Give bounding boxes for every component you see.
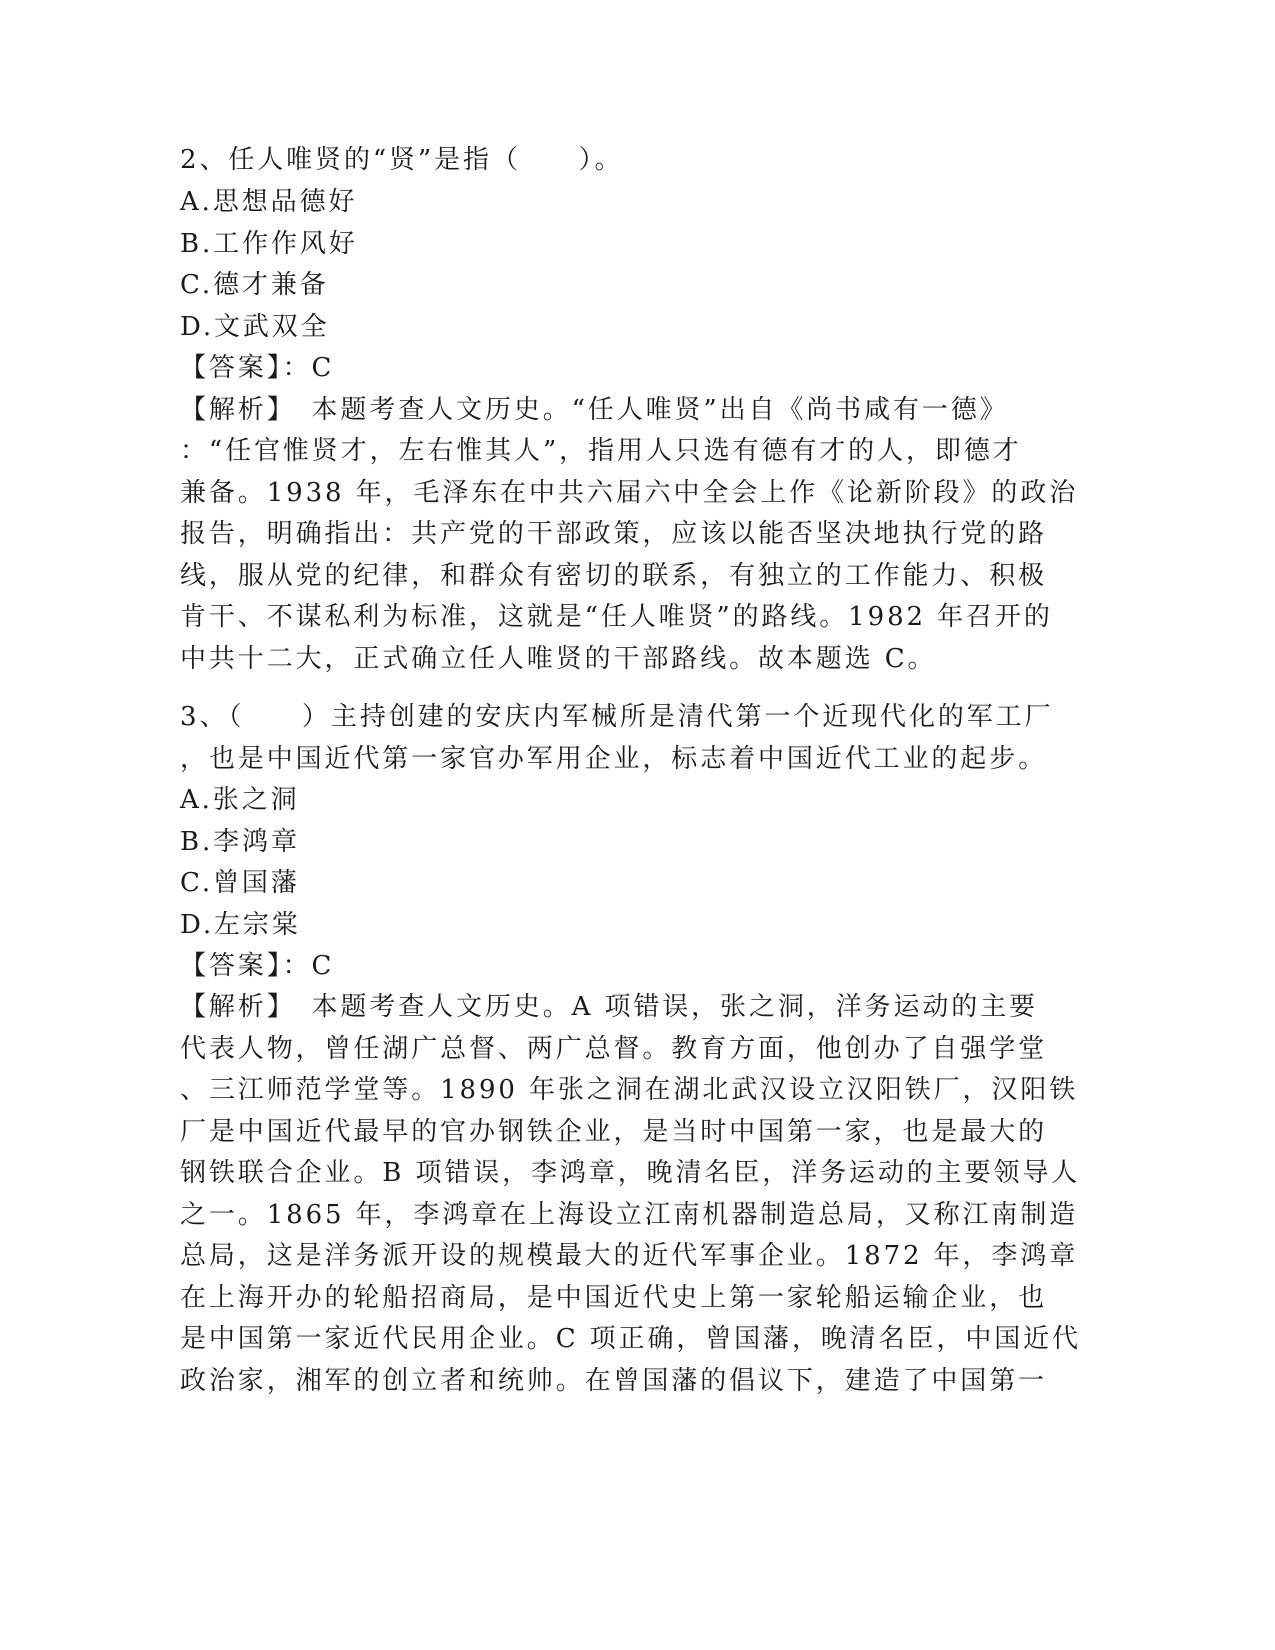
question-2-analysis-line: ：“任官惟贤才，左右惟其人”，指用人只选有德有才的人，即德才 xyxy=(180,436,1022,466)
question-3-stem-line: ，也是中国近代第一家官办军用企业，标志着中国近代工业的起步。 xyxy=(180,744,1048,774)
question-3-stem-line: 3、（ ）主持创建的安庆内军械所是清代第一个近现代化的军工厂 xyxy=(180,702,1054,732)
question-3-option-c: C.曾国藩 xyxy=(180,868,300,898)
question-2-option-a: A.思想品德好 xyxy=(180,187,358,217)
question-2-analysis-line: 兼备。1938 年，毛泽东在中共六届六中全会上作《论新阶段》的政治 xyxy=(180,478,1079,508)
question-3-option-a: A.张之洞 xyxy=(180,785,300,815)
question-2-analysis-line: 【解析】 本题考查人文历史。“任人唯贤”出自《尚书咸有一德》 xyxy=(180,395,1009,425)
question-3-analysis-line: 厂是中国近代最早的官办钢铁企业，是当时中国第一家，也是最大的 xyxy=(180,1117,1048,1147)
question-2-answer: 【答案】：C xyxy=(180,353,335,383)
question-2-option-b: B.工作作风好 xyxy=(180,229,358,259)
question-2-analysis-line: 中共十二大，正式确立任人唯贤的干部路线。故本题选 C。 xyxy=(180,644,937,674)
question-3-analysis-line: 钢铁联合企业。B 项错误，李鸿章，晚清名臣，洋务运动的主要领导人 xyxy=(180,1158,1081,1188)
question-3-analysis-line: 总局，这是洋务派开设的规模最大的近代军事企业。1872 年，李鸿章 xyxy=(180,1241,1079,1271)
question-2-analysis-line: 线，服从党的纪律，和群众有密切的联系，有独立的工作能力、积极 xyxy=(180,561,1048,591)
question-3-analysis-line: 在上海开办的轮船招商局，是中国近代史上第一家轮船运输企业，也 xyxy=(180,1283,1048,1313)
question-3-analysis-line: 政治家，湘军的创立者和统帅。在曾国藩的倡议下，建造了中国第一 xyxy=(180,1366,1048,1396)
question-3-analysis-line: 【解析】 本题考查人文历史。A 项错误，张之洞，洋务运动的主要 xyxy=(180,992,1038,1022)
question-3-analysis-line: 代表人物，曾任湖广总督、两广总督。教育方面，他创办了自强学堂 xyxy=(180,1034,1048,1064)
question-3-analysis-line: 是中国第一家近代民用企业。C 项正确，曾国藩，晚清名臣，中国近代 xyxy=(180,1324,1081,1354)
question-3-option-d: D.左宗棠 xyxy=(180,910,301,940)
question-2-stem: 2、任人唯贤的“贤”是指（ ）。 xyxy=(180,145,624,175)
question-2-analysis-line: 报告，明确指出：共产党的干部政策，应该以能否坚决地执行党的路 xyxy=(180,519,1048,549)
question-3-analysis-line: 之一。1865 年，李鸿章在上海设立江南机器制造总局，又称江南制造 xyxy=(180,1200,1079,1230)
question-3-analysis-line: 、三江师范学堂等。1890 年张之洞在湖北武汉设立汉阳铁厂，汉阳铁 xyxy=(180,1075,1079,1105)
question-3-answer: 【答案】：C xyxy=(180,951,335,981)
question-2-option-c: C.德才兼备 xyxy=(180,270,329,300)
question-2-option-d: D.文武双全 xyxy=(180,312,330,342)
question-2-analysis-line: 肯干、不谋私利为标准，这就是“任人唯贤”的路线。1982 年召开的 xyxy=(180,602,1053,632)
question-3-option-b: B.李鸿章 xyxy=(180,827,300,857)
